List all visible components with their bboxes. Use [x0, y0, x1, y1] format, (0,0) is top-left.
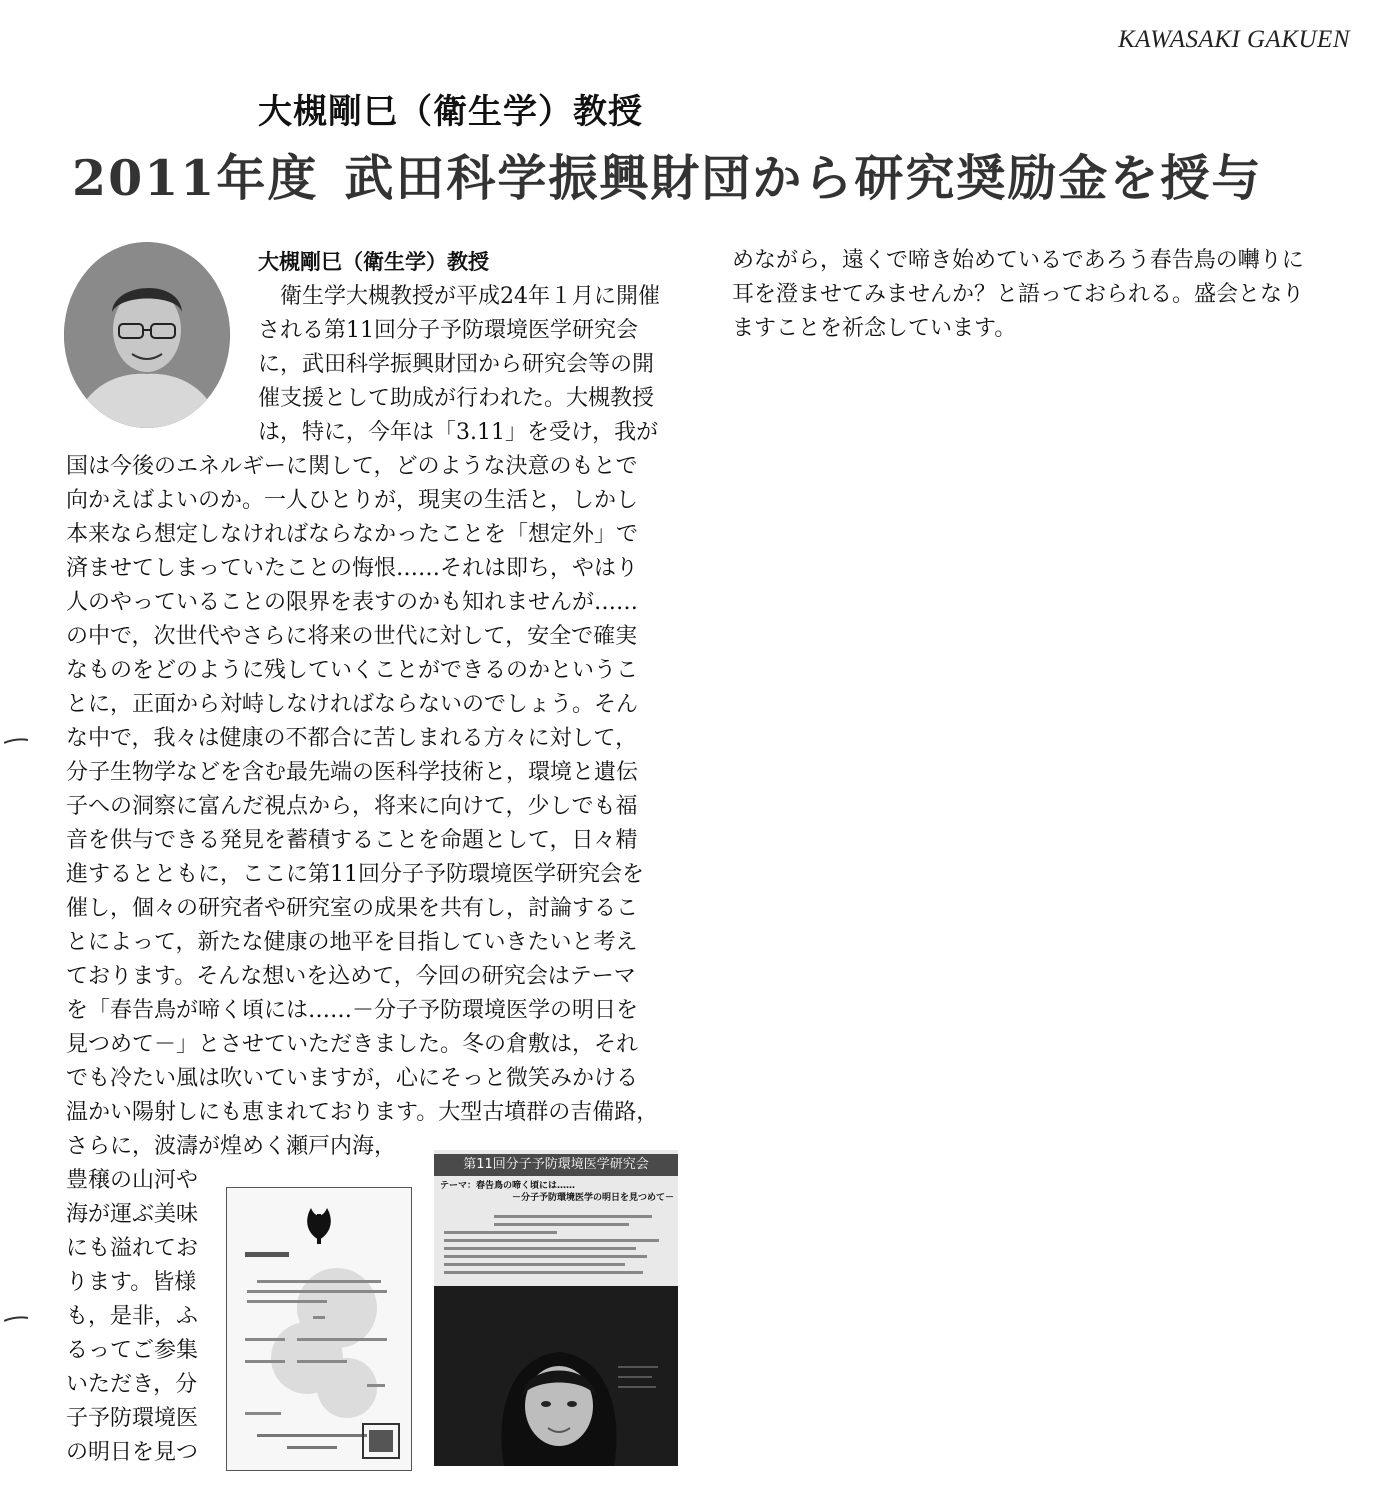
scan-margin-mark: [4, 1316, 28, 1322]
body-text-line: 豊穣の山河や: [66, 1168, 199, 1193]
body-text-line: 人のやっていることの限界を表すのかも知れませんが……: [66, 590, 639, 615]
body-text-line: に，武田科学振興財団から研究会等の開: [258, 352, 655, 377]
body-text-line: ります。皆様: [66, 1270, 197, 1295]
body-text-line: を「春告鳥が啼く頃には……－分子予防環境医学の明日を: [66, 998, 639, 1023]
body-text-line: 催し，個々の研究者や研究室の成果を共有し，討論するこ: [66, 896, 639, 921]
body-text-line: の中で，次世代やさらに将来の世代に対して，安全で確実: [66, 624, 638, 649]
title-main: 武田科学振興財団から研究奨励金を授与: [344, 149, 1263, 207]
body-text-line: でも冷たい風は吹いていますが，心にそっと微笑みかける: [66, 1066, 639, 1091]
body-text-line: 衛生学大槻教授が平成24年１月に開催: [258, 284, 660, 309]
poster-theme-line2: －分子予防環境医学の明日を見つめて－: [511, 1193, 674, 1203]
poster-theme-line1: テーマ：春告鳥の啼く頃には……: [440, 1181, 576, 1191]
body-text-line: 海が運ぶ美味: [66, 1202, 199, 1227]
scan-margin-mark: [4, 738, 28, 744]
body-text-line: にも溢れてお: [66, 1236, 199, 1261]
body-text-line: 耳を澄ませてみませんか？と語っておられる。盛会となり: [732, 282, 1305, 307]
title-year: 2011年度: [72, 149, 319, 207]
body-text-line: ますことを祈念しています。: [732, 316, 1017, 341]
body-text-line: 見つめて－」とさせていただきました。冬の倉敷は，それ: [66, 1032, 639, 1057]
body-text-line: 催支援として助成が行われた。大槻教授: [258, 386, 655, 411]
body-text-line: 分子生物学などを含む最先端の医科学技術と，環境と遺伝: [66, 760, 639, 785]
poster-header-area: [434, 1150, 678, 1286]
poster-program-lines: [444, 1210, 670, 1279]
body-text-line: なものをどのように残していくことができるのかというこ: [66, 658, 639, 683]
body-text-line: も，是非，ふ: [66, 1304, 199, 1329]
poster-heading: 第11回分子予防環境医学研究会: [434, 1154, 678, 1176]
article-title: [72, 140, 1372, 210]
body-text-line: される第11回分子予防環境医学研究会: [258, 318, 638, 343]
grant-certificate-image: [226, 1187, 412, 1471]
body-text-line: 済ませてしまっていたことの悔恨……それは即ち，やはり: [66, 556, 639, 581]
body-text-line: 温かい陽射しにも恵まれております。大型古墳群の吉備路，: [66, 1100, 659, 1125]
body-text-line: さらに，波濤が煌めく瀬戸内海，: [66, 1134, 397, 1159]
body-text-line: 国は今後のエネルギーに関して，どのような決意のもとで: [66, 454, 638, 479]
body-text-line: るってご参集: [66, 1338, 199, 1363]
body-text-line: 子予防環境医: [66, 1406, 199, 1431]
body-text-line: 子への洞察に富んだ視点から，将来に向けて，少しでも福: [66, 794, 638, 819]
body-text-line: めながら，遠くで啼き始めているであろう春告鳥の囀りに: [732, 248, 1304, 273]
body-text-line: 本来なら想定しなければならなかったことを「想定外」で: [66, 522, 639, 547]
article-subtitle: 大槻剛巳（衛生学）教授: [258, 92, 643, 132]
poster-portrait-photo: [434, 1286, 678, 1466]
poster-theme: [440, 1180, 674, 1204]
body-text-line: は，特に，今年は「3.11」を受け，我が: [258, 420, 659, 445]
professor-portrait-photo: [64, 242, 230, 428]
body-text-line: いただき，分: [66, 1372, 198, 1397]
body-text-line: 向かえばよいのか。一人ひとりが，現実の生活と，しかし: [66, 488, 639, 513]
body-text-line: とによって，新たな健康の地平を目指していきたいと考え: [66, 930, 638, 955]
body-text-line: 音を供与できる発見を蓄積することを命題として，日々精: [66, 828, 638, 853]
body-text-line: ております。そんな想いを込めて，今回の研究会はテーマ: [66, 964, 636, 989]
publication-brand: KAWASAKI GAKUEN: [1118, 26, 1350, 53]
conference-poster-image: [434, 1150, 678, 1466]
body-text-line: な中で，我々は健康の不都合に苦しまれる方々に対して，: [66, 726, 638, 751]
body-text-line: の明日を見つ: [66, 1440, 199, 1465]
author-name: 大槻剛巳（衛生学）教授: [258, 250, 489, 274]
body-text-line: 進するとともに，ここに第11回分子予防環境医学研究会を: [66, 862, 644, 887]
body-text-line: とに，正面から対峙しなければならないのでしょう。そん: [66, 692, 639, 717]
